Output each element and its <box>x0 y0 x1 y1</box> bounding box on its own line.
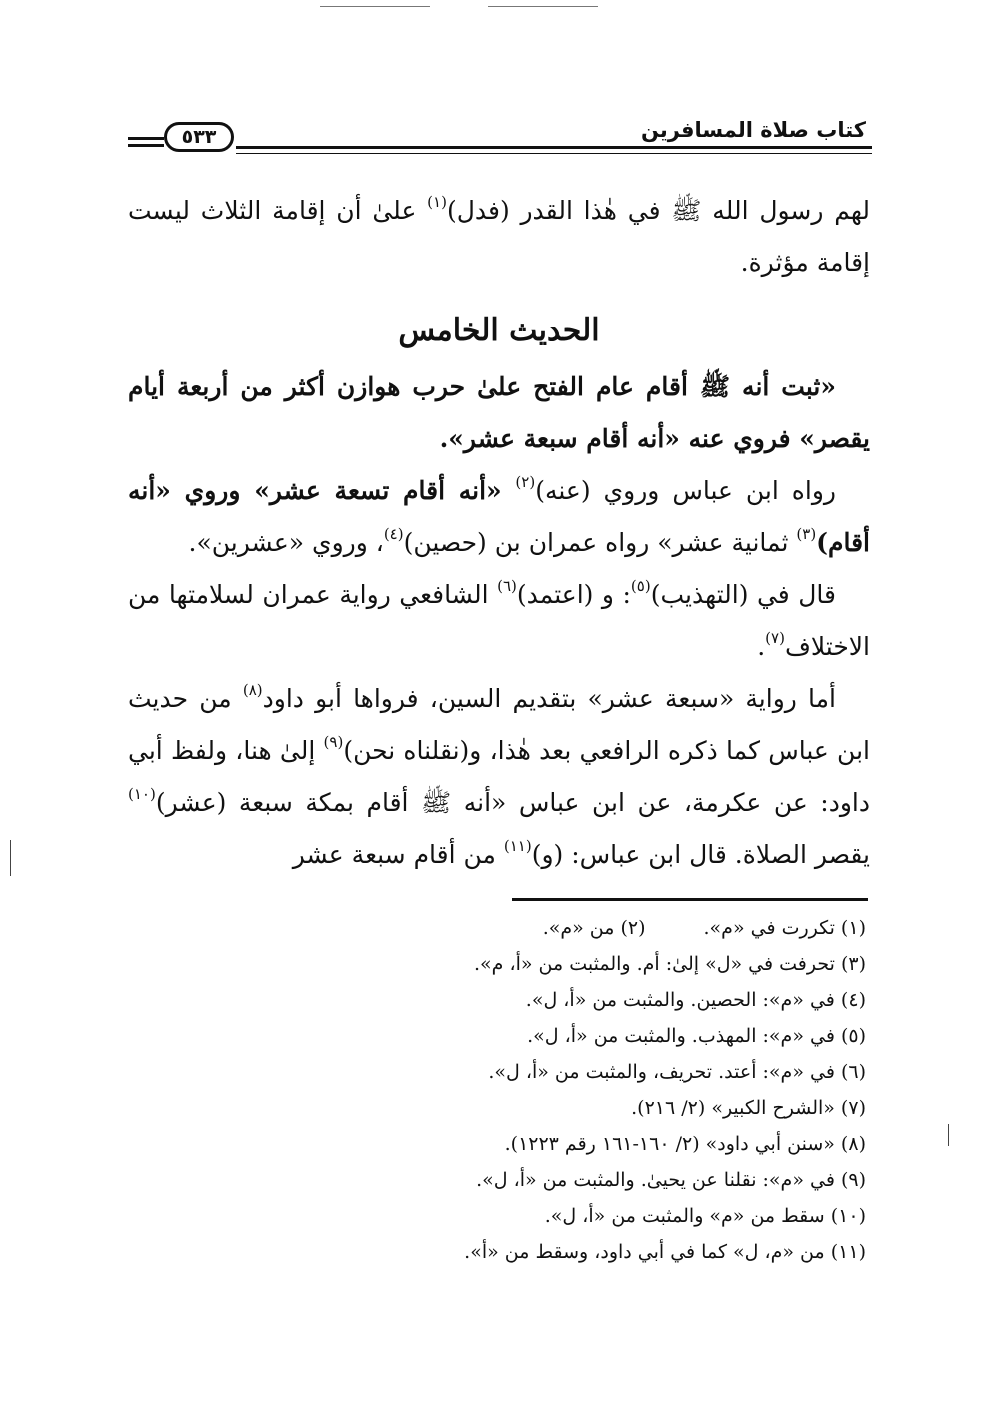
footnote-ref-10: (١٠) <box>128 785 156 803</box>
p3-text-a: أما رواية «سبعة عشر» بتقديم السين، فرواها أبو داود <box>262 684 836 713</box>
footnote-ref-3: (٣) <box>796 525 817 543</box>
footnote-ref-8: (٨) <box>242 681 263 699</box>
footnote-ref-11: (١١) <box>503 837 532 855</box>
main-text <box>128 185 870 881</box>
book-title: كتاب صلاة المسافرين <box>640 118 866 142</box>
footnote-9: (٩) في «م»: نقلنا عن يحيىٰ. والمثبت من «أ، ل». <box>476 1169 866 1191</box>
p1-text-d: ، وروي «عشرين». <box>188 528 384 557</box>
hadith-heading: الحديث الخامس <box>398 313 600 348</box>
p3-text-c: إلىٰ هنا، ولفظ أبي داود: عن عكرمة، عن ابن عباس «أنه ﷺ أقام بمكة سبعة (عشر) <box>128 736 870 817</box>
p1-text-c: ثمانية عشر» رواه عمران بن (حصين) <box>403 528 797 557</box>
p3-text-d: يقصر الصلاة. قال ابن عباس: (و) <box>531 840 870 869</box>
footnote-ref-6: (٦) <box>497 577 517 595</box>
page-number: ٥٣٣ <box>164 122 234 152</box>
footnote-ref-2: (٢) <box>515 473 536 491</box>
paragraph-abu-dawud <box>128 673 870 881</box>
scan-top-line-right <box>488 6 598 7</box>
paragraph-narrations <box>128 465 870 569</box>
footnote-ref-9: (٩) <box>323 733 344 751</box>
footnote-ref-4: (٤) <box>383 525 404 543</box>
footnote-row-1-2 <box>380 910 866 946</box>
footnote-ref-7: (٧) <box>765 629 785 647</box>
p1-text-b: «أنه أقام تسعة عشر» وروي «أنه أقام) <box>128 476 870 557</box>
footnote-ref-1: (١) <box>427 193 447 211</box>
header-rule-thick <box>236 146 872 149</box>
footnote-separator <box>512 898 868 901</box>
intro-text-a: لهم رسول الله ﷺ في هٰذا القدر (فدل) <box>446 196 870 225</box>
scan-margin-mark-left <box>10 840 11 876</box>
p2-text-c: الشافعي رواية عمران لسلامتها من الاختلاف <box>128 580 870 661</box>
footnote-6: (٦) في «م»: أعتد. تحريف، والمثبت من «أ، ل». <box>488 1061 866 1083</box>
footnote-7: (٧) «الشرح الكبير» (٢/ ٢١٦). <box>631 1097 866 1119</box>
page-header <box>128 118 872 158</box>
intro-paragraph <box>128 185 870 289</box>
header-left-rule-top <box>128 137 164 140</box>
hadith-text: «ثبت أنه ﷺ أقام عام الفتح علىٰ حرب هوازن أكثر من أربعة أيام يقصر» فروي عنه «أنه أقام سبعة عشر». <box>128 372 870 453</box>
paragraph-tahdhib <box>128 569 870 673</box>
footnote-ref-5: (٥) <box>630 577 651 595</box>
footnote-1: (١) تكررت في «م». <box>703 917 866 939</box>
footnote-10: (١٠) سقط من «م» والمثبت من «أ، ل». <box>544 1205 866 1227</box>
footnote-2: (٢) من «م». <box>542 917 646 939</box>
p2-text-d: . <box>757 632 766 661</box>
scan-margin-mark-right <box>948 1124 949 1146</box>
footnote-4: (٤) في «م»: الحصين. والمثبت من «أ، ل». <box>525 989 866 1011</box>
footnotes <box>380 910 866 1270</box>
footnote-11: (١١) من «م، ل» كما في أبي داود، وسقط من «أ». <box>464 1241 866 1263</box>
intro-text-b: علىٰ أن إقامة الثلاث ليست إقامة مؤثرة. <box>128 196 870 277</box>
p2-text-b: : و (اعتمد) <box>516 580 631 609</box>
header-rule-thin <box>236 153 872 154</box>
p3-text-b: من حديث ابن عباس كما ذكره الرافعي بعد هٰذا، و(نقلناه نحن) <box>128 684 870 765</box>
p1-text-a: رواه ابن عباس وروي (عنه) <box>535 476 836 505</box>
header-left-rule-bottom <box>128 144 164 147</box>
p3-text-e: من أقام سبعة عشر <box>292 840 504 869</box>
footnote-5: (٥) في «م»: المهذب. والمثبت من «أ، ل». <box>527 1025 866 1047</box>
p2-text-a: قال في (التهذيب) <box>650 580 836 609</box>
footnote-3: (٣) تحرفت في «ل» إلىٰ: أم. والمثبت من «أ، م». <box>474 953 866 975</box>
scan-top-line-left <box>320 6 430 7</box>
footnote-8: (٨) «سنن أبي داود» (٢/ ١٦٠-١٦١ رقم ١٢٢٣). <box>504 1133 866 1155</box>
